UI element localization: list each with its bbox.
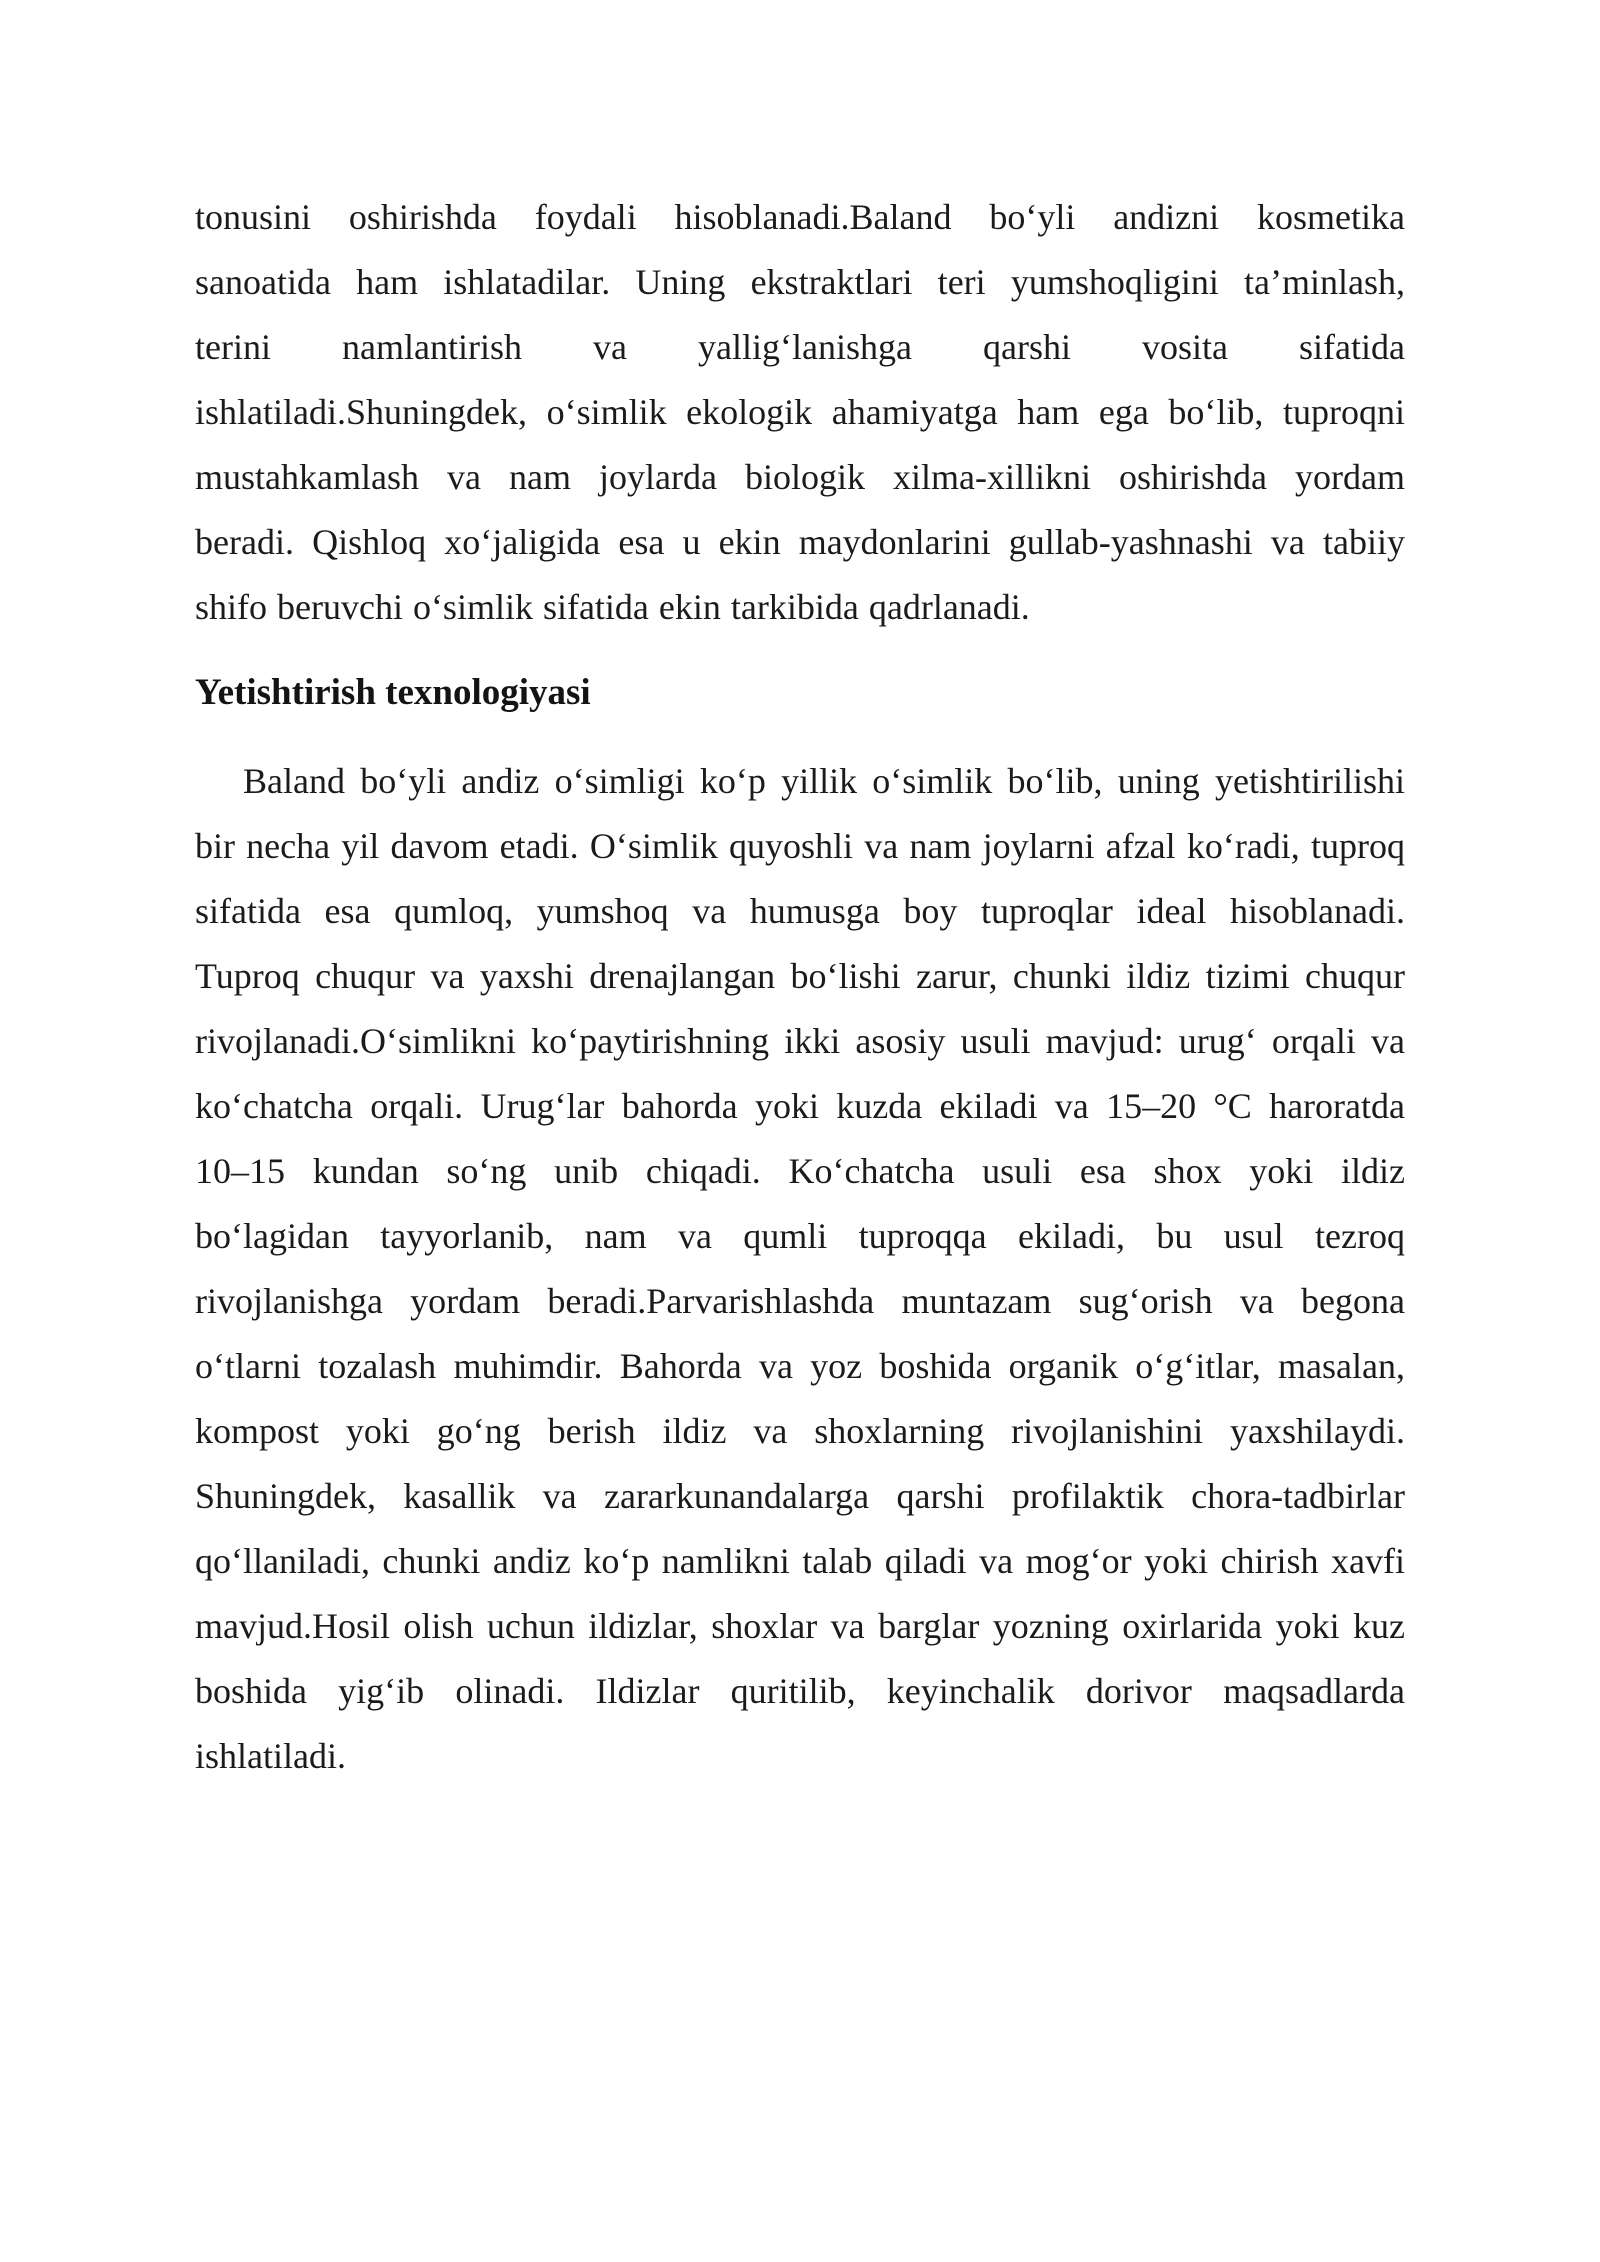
paragraph-2 <box>195 749 1405 1789</box>
section-heading: Yetishtirish texnologiyasi <box>195 672 591 713</box>
text-line: ishlatiladi.Shuningdek, o‘simlik ekologik ahamiyatga ham ega bo‘lib, tuproqni <box>195 392 1405 432</box>
text-line: mavjud.Hosil olish uchun ildizlar, shoxlar va barglar yozning oxirlarida yoki kuz <box>195 1606 1405 1646</box>
text-line: rivojlanadi.O‘simlikni ko‘paytirishning ikki asosiy usuli mavjud: urug‘ orqali va <box>195 1021 1405 1061</box>
text-line: boshida yig‘ib olinadi. Ildizlar quritilib, keyinchalik dorivor maqsadlarda <box>195 1671 1405 1711</box>
text-line: ko‘chatcha orqali. Urug‘lar bahorda yoki kuzda ekiladi va 15–20 °C haroratda <box>195 1086 1405 1126</box>
text-line: 10–15 kundan so‘ng unib chiqadi. Ko‘chatcha usuli esa shox yoki ildiz <box>195 1151 1405 1191</box>
text-line: shifo beruvchi o‘simlik sifatida ekin tarkibida qadrlanadi. <box>195 587 1030 627</box>
text-line: bo‘lagidan tayyorlanib, nam va qumli tuproqqa ekiladi, bu usul tezroq <box>195 1216 1405 1256</box>
text-line: bir necha yil davom etadi. O‘simlik quyoshli va nam joylarni afzal ko‘radi, tuproq <box>195 826 1405 866</box>
text-line: o‘tlarni tozalash muhimdir. Bahorda va yoz boshida organik o‘g‘itlar, masalan, <box>195 1346 1405 1386</box>
text-line: beradi. Qishloq xo‘jaligida esa u ekin maydonlarini gullab-yashnashi va tabiiy <box>195 522 1405 562</box>
text-line: tonusini oshirishda foydali hisoblanadi.Baland bo‘yli andizni kosmetika <box>195 197 1405 237</box>
text-line: terini namlantirish va yallig‘lanishga qarshi vosita sifatida <box>195 327 1405 367</box>
paragraph-1 <box>195 185 1405 640</box>
text-line: sanoatida ham ishlatadilar. Uning ekstraktlari teri yumshoqligini ta’minlash, <box>195 262 1405 302</box>
text-line: kompost yoki go‘ng berish ildiz va shoxlarning rivojlanishini yaxshilaydi. <box>195 1411 1405 1451</box>
text-line: Tuproq chuqur va yaxshi drenajlangan bo‘lishi zarur, chunki ildiz tizimi chuqur <box>195 956 1405 996</box>
text-line: ishlatiladi. <box>195 1736 346 1776</box>
text-line: Baland bo‘yli andiz o‘simligi ko‘p yillik o‘simlik bo‘lib, uning yetishtirilishi <box>243 761 1405 801</box>
text-line: mustahkamlash va nam joylarda biologik xilma-xillikni oshirishda yordam <box>195 457 1405 497</box>
text-line: rivojlanishga yordam beradi.Parvarishlashda muntazam sug‘orish va begona <box>195 1281 1405 1321</box>
text-line: Shuningdek, kasallik va zararkunandalarga qarshi profilaktik chora-tadbirlar <box>195 1476 1405 1516</box>
page-content <box>195 185 1405 1789</box>
text-line: qo‘llaniladi, chunki andiz ko‘p namlikni talab qiladi va mog‘or yoki chirish xavfi <box>195 1541 1405 1581</box>
text-line: sifatida esa qumloq, yumshoq va humusga boy tuproqlar ideal hisoblanadi. <box>195 891 1405 931</box>
